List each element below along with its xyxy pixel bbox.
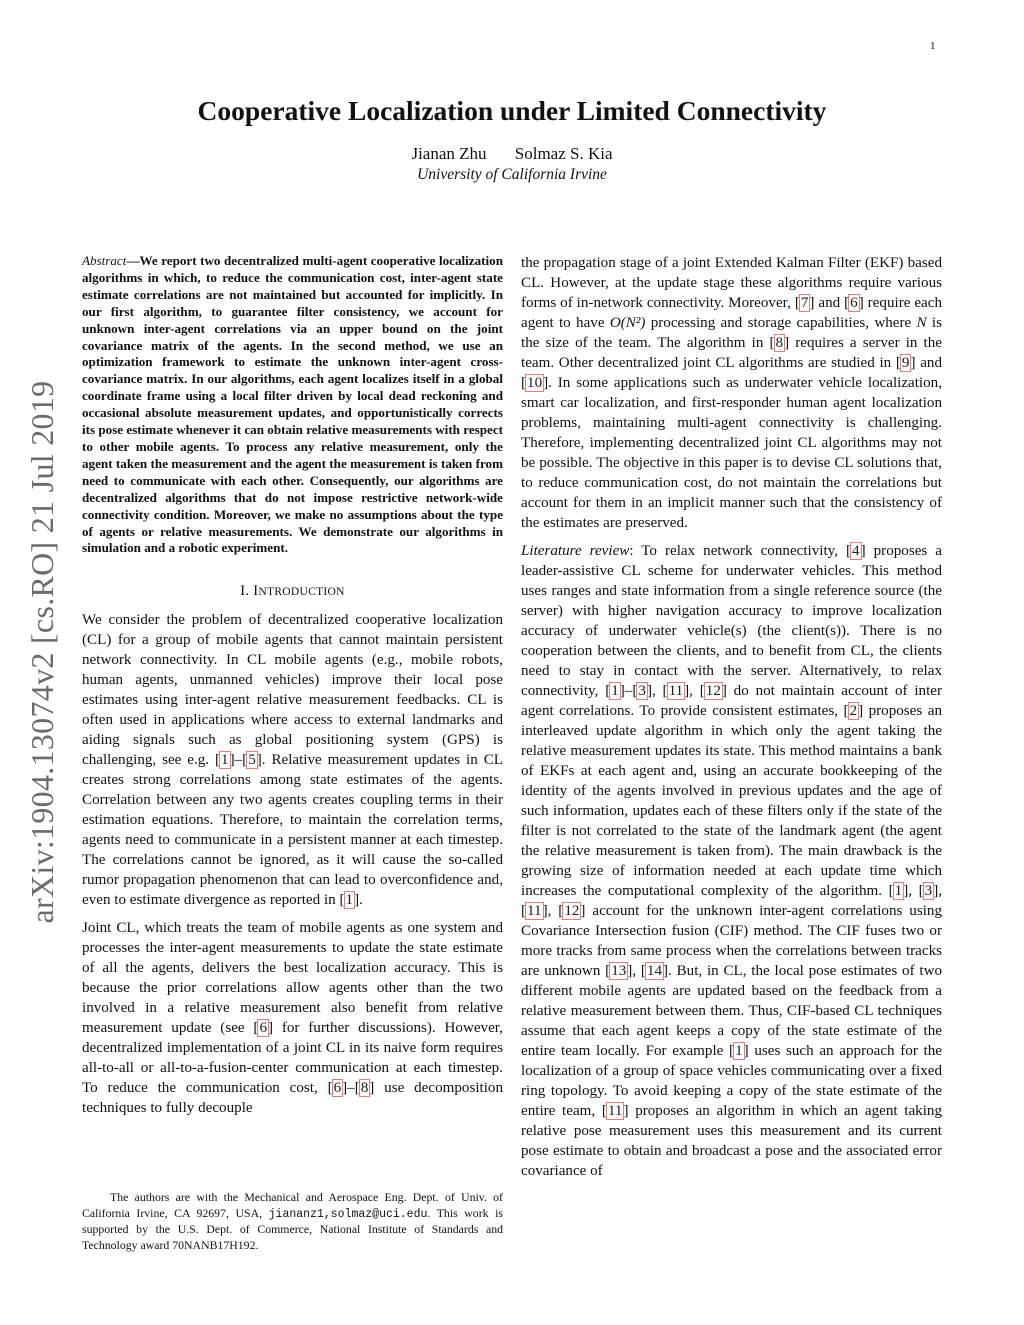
citation-link[interactable]: 11 xyxy=(527,903,542,919)
citation-link[interactable]: 11 xyxy=(668,683,684,699)
text-run: is the size of the team. The algorithm in xyxy=(521,315,942,351)
text-run: . This work is supported by the U.S. Dept. of Commerce, National Institute of Standards and Technology award 70NANB17H192. xyxy=(82,1205,503,1252)
citation-link[interactable]: 9 xyxy=(901,355,910,371)
arxiv-stamp: arXiv:1904.13074v2 [cs.RO] 21 Jul 2019 xyxy=(24,380,60,924)
author-name: Jianan Zhu xyxy=(411,144,487,163)
text-run: , xyxy=(689,683,700,699)
text-run: Joint CL, which treats the team of mobile agents as one system and processes the inter-agent measurements to update the state estimate of all the agents, delivers the best localization accuracy. This is because the prior correlations allow agents other than the two involved in a relative measurement also benefit from relative measurement update (see xyxy=(82,920,503,1037)
citation-link[interactable]: 2 xyxy=(849,703,858,719)
text-run: use decomposition techniques to fully decouple xyxy=(82,1080,504,1117)
citation-link[interactable]: 12 xyxy=(564,903,580,919)
intro-paragraph-2: Joint CL, which treats the team of mobile agents as one system and processes the inter-agent measurements to update the state estimate of all the agents, delivers the best localization accuracy. This is because the prior correlations allow agents other than the two involved in a relative measurement also benefit from relative measurement update (see [6] for further discussions). However, decentralized implementation of a joint CL in its naive form requires all-to-all or all-to-a-fusion-center communication at each timestep. To reduce the communication cost, [6]–[8] use decomposition techniques to fully decouple xyxy=(82,920,504,1117)
citation-link[interactable]: 10 xyxy=(527,375,543,391)
text-run: : To relax network connectivity, xyxy=(629,543,847,559)
math-team-size: N xyxy=(916,315,927,331)
section-title-initial: I xyxy=(253,583,259,600)
text-run: requires a server in the team. Other decentralized joint CL algorithms are studied in xyxy=(521,335,942,371)
citation-link[interactable]: 8 xyxy=(775,335,784,351)
citation-link[interactable]: 1 xyxy=(345,892,354,909)
abstract xyxy=(82,253,503,557)
citation-link[interactable]: 1 xyxy=(611,683,619,699)
citation-link[interactable]: 6 xyxy=(850,295,858,311)
paper-title: Cooperative Localization under Limited Connectivity xyxy=(197,95,827,126)
text-run: . But, in CL, the local pose estimates of two different mobile agents are updated based on the feedback from a relative measurement between them. Thus, CIF-based CL techniques assume that each agent keeps a copy of the state estimate of the entire team locally. For example xyxy=(521,963,943,1059)
text-run: proposes an interleaved update algorithm in which only the agent taking the relative measurement updates its state. This method maintains a bank of EKFs at each agent and, using an accurate bookkeeping of the identity of the agents involved in previous updates and the age of such information, updates each of these filters only if the state of the filter is not correlated to the state of the landmark agent (the agent the relative measurement is taken from). The main drawback is the growing size of information needed at each update time which increases the computational complexity of the algorithm. xyxy=(521,703,942,899)
citation-link[interactable]: 6 xyxy=(333,1080,342,1097)
citation-link[interactable]: 7 xyxy=(800,295,809,311)
citation-link[interactable]: 1 xyxy=(735,1043,743,1059)
footnote xyxy=(82,1190,503,1253)
section-number: I. xyxy=(240,583,250,600)
page-number: 1 xyxy=(930,40,936,52)
section-heading xyxy=(82,583,503,600)
text-run: . xyxy=(359,892,363,909)
text-run: , xyxy=(651,683,663,699)
text-run: , xyxy=(547,903,559,919)
text-run: . In some applications such as underwater vehicle localization, smart car localization, and first-responder human agent localization problems, maintaining multi-agent connectivity is challenging. Therefore, implementing decentralized joint CL algorithms may not be possible. The objective in this paper is to devise CL solutions that, to reduce communication cost, do not maintain the correlations but account for them in an implicit manner such that the consistency of the estimates are preserved. xyxy=(521,375,942,531)
text-run: proposes a leader-assistive CL scheme for underwater vehicles. This method uses ranges and state information from a single reference source (the server) with higher navigation accuracy to improve localization accuracy of underwater vehicle(s) (the client(s)). There is no cooperation between the clients, and to benefit from CL, the clients need to stay in contact with the server. Alternatively, to relax connectivity, xyxy=(521,543,942,699)
paragraph-lead: Literature review xyxy=(521,543,630,559)
text-run: , xyxy=(632,963,641,979)
text-run: uses such an approach for the localization of a group of space vehicles communicating over a fixed ring topology. To avoid keeping a copy of the state estimate of the entire team, xyxy=(521,1043,942,1119)
text-run: processing and storage capabilities, where xyxy=(645,315,917,331)
text-run: and xyxy=(814,295,845,311)
citation-link[interactable]: 8 xyxy=(360,1080,369,1097)
intro-paragraph-1: We consider the problem of decentralized cooperative localization (CL) for a group of mobile agents that cannot maintain persistent network connectivity. In CL mobile agents (e.g., mobile robots, human agents, unmanned vehicles) improve their local pose estimates using inter-agent relative measurement feedbacks. CL is often used in applications where access to external landmarks and aiding signals such as global positioning system (GPS) is challenging, see e.g. [1]–[5]. Relative measurement updates in CL creates strong correlations among state estimates of the agents. Correlation between any two agents creates coupling terms in their estimation equations. Therefore, to maintain the correlation terms, agents need to communicate in a persistent manner at each timestep. The correlations cannot be ignored, as it will cause the so-called rumor propagation phenomenon that can lead to overconfidence and, even to estimate divergence as reported in [1]. xyxy=(82,612,503,909)
citation-link[interactable]: 14 xyxy=(646,963,663,979)
citation-link[interactable]: 11 xyxy=(607,1103,623,1119)
abstract-label: Abstract xyxy=(82,253,127,268)
citation-link[interactable]: 1 xyxy=(221,752,229,769)
abstract-text: —We report two decentralized multi-agent cooperative localization algorithms in which, to reduce the communication cost, inter-agent state estimate correlations are not maintained but accounted for implicitly. In our first algorithm, to guarantee filter consistency, we account for unknown inter-agent correlations via an upper bound on the joint covariance matrix of the agents. In the second method, we use an optimization framework to estimate the unknown inter-agent cross-covariance matrix. In our algorithms, each agent localizes itself in a global coordinate frame using a local filter driven by local dead reckoning and occasional absolute measurement updates, and opportunistically corrects its pose estimate whenever it can obtain relative measurements with respect to other mobile agents. To process any relative measurement, only the agent taken the measurement and the agent the measurement is taken from need to communicate with each other. Consequently, our algorithms are decentralized algorithms that do not impose restrictive network-wide connectivity condition. Moreover, we make no assumptions about the type of agents or relative measurements. We demonstrate our algorithms in simulation and a robotic experiment. xyxy=(82,253,503,556)
affiliation: University of California Irvine xyxy=(417,166,607,183)
text-run: , xyxy=(938,883,942,899)
right-column xyxy=(521,253,942,1189)
citation-link[interactable]: 3 xyxy=(924,883,933,899)
authors xyxy=(0,144,1024,164)
intro-paragraph-3: the propagation stage of a joint Extended Kalman Filter (EKF) based CL. However, at the update stage these algorithms require various forms of in-network connectivity. Moreover, [7] and [6] require each agent to have O(N²) processing and storage capabilities, where N is the size of the team. The algorithm in [8] requires a server in the team. Other decentralized joint CL algorithms are studied in [9] and [10]. In some applications such as underwater vehicle localization, smart car localization, and first-responder human agent localization problems, maintaining multi-agent connectivity is challenging. Therefore, implementing decentralized joint CL algorithms may not be possible. The objective in this paper is to devise CL solutions that, to reduce communication cost, do not maintain the correlations but account for them in an implicit manner such that the consistency of the estimates are preserved. xyxy=(521,255,943,531)
author-name: Solmaz S. Kia xyxy=(514,144,613,163)
text-run: , xyxy=(908,883,919,899)
text-run: and xyxy=(915,355,942,371)
citation-link[interactable]: 13 xyxy=(611,963,627,979)
text-run: account for the unknown inter-agent correlations using Covariance Intersection fusion (CIF) method. The CIF fuses two or more tracks from same process when the correlations between tracks are unknown xyxy=(521,903,943,979)
citation-link[interactable]: 6 xyxy=(259,1020,267,1037)
text-run: do not maintain account of inter agent correlations. To provide consistent estimates, xyxy=(521,683,943,719)
text-run: – xyxy=(347,1080,355,1097)
text-run: the propagation stage of a joint Extended Kalman Filter (EKF) based CL. However, at the update stage these algorithms require various forms of in-network connectivity. Moreover, xyxy=(521,255,942,311)
citation-link[interactable]: 5 xyxy=(248,752,256,769)
text-run: proposes an algorithm in which an agent taking relative pose measurement uses this measurement and its current pose estimate to obtain and broadcast a pose and the associated error covariance of xyxy=(521,1103,942,1179)
citation-link[interactable]: 4 xyxy=(852,543,860,559)
literature-review-paragraph: Literature review: To relax network connectivity, [4] proposes a leader-assistive CL scheme for underwater vehicles. This method uses ranges and state information from a single reference source (the server) with higher navigation accuracy to improve localization accuracy of underwater vehicle(s) (the client(s)). There is no cooperation between the clients, and to benefit from CL, the clients need to stay in contact with the server. Alternatively, to relax connectivity, [1]–[3], [11], [12] do not maintain account of inter agent correlations. To provide consistent estimates, [2] proposes an interleaved update algorithm in which only the agent taking the relative measurement updates its state. This method maintains a bank of EKFs at each agent and, using an accurate bookkeeping of the identity of the agents involved in previous updates and the age of such information, updates each of these filters only if the state of the filter is not correlated to the state of the landmark agent (the agent the relative measurement is taken from). The main drawback is the growing size of information needed at each update time which increases the computational complexity of the algorithm. [1], [3], [11], [12] account for the unknown inter-agent correlations using Covariance Intersection fusion (CIF) method. The CIF fuses two or more tracks from same process when the correlations between tracks are unknown [13], [14]. But, in CL, the local pose estimates of two different mobile agents are updated based on the feedback from a relative measurement between them. Thus, CIF-based CL techniques assume that each agent keeps a copy of the state estimate of the entire team locally. For example [1] uses such an approach for the localization of a group of space vehicles communicating over a fixed ring topology. To avoid keeping a copy of the state estimate of the entire team, [11] proposes an algorithm in which an agent taking relative pose measurement uses this measurement and its current pose estimate to obtain and broadcast a pose and the associated error covariance of xyxy=(521,543,943,1179)
section-title-rest: NTRODUCTION xyxy=(258,586,345,599)
citation-link[interactable]: 12 xyxy=(705,683,721,699)
left-column xyxy=(82,253,503,1126)
text-run: . Relative measurement updates in CL creates strong correlations among state estimates of the agents. Correlation between any two agents creates coupling terms in their estimation equations. Therefore, to maintain the correlation terms, agents need to communicate in a persistent manner at each timestep. The correlations cannot be ignored, as it will cause the so-called rumor propagation phenomenon that can lead to overconfidence and, even to estimate divergence as reported in xyxy=(82,752,503,909)
text-run: The authors are with the Mechanical and Aerospace Eng. Dept. of Univ. of California Irvine, CA 92697, USA, xyxy=(82,1190,503,1220)
citation-link[interactable]: 1 xyxy=(894,883,903,899)
math-complexity: O(N²) xyxy=(609,315,646,331)
author-emails[interactable]: jiananz1,solmaz@uci.edu xyxy=(268,1207,428,1221)
citation-link[interactable]: 3 xyxy=(638,683,646,699)
text-run: – xyxy=(624,683,633,699)
text-run: – xyxy=(234,752,243,769)
text-run: require each agent to have xyxy=(521,295,943,331)
text-run: for further discussions). However, decentralized implementation of a joint CL in its naive form requires all-to-all or all-to-a-fusion-center communication at each timestep. To reduce the communication cost, xyxy=(82,1020,503,1097)
text-run: We consider the problem of decentralized cooperative localization (CL) for a group of mobile agents that cannot maintain persistent network connectivity. In CL mobile agents (e.g., mobile robots, human agents, unmanned vehicles) improve their local pose estimates using inter-agent relative measurement feedbacks. CL is often used in applications where access to external landmarks and aiding signals such as global positioning system (GPS) is challenging, see e.g. xyxy=(82,612,503,769)
